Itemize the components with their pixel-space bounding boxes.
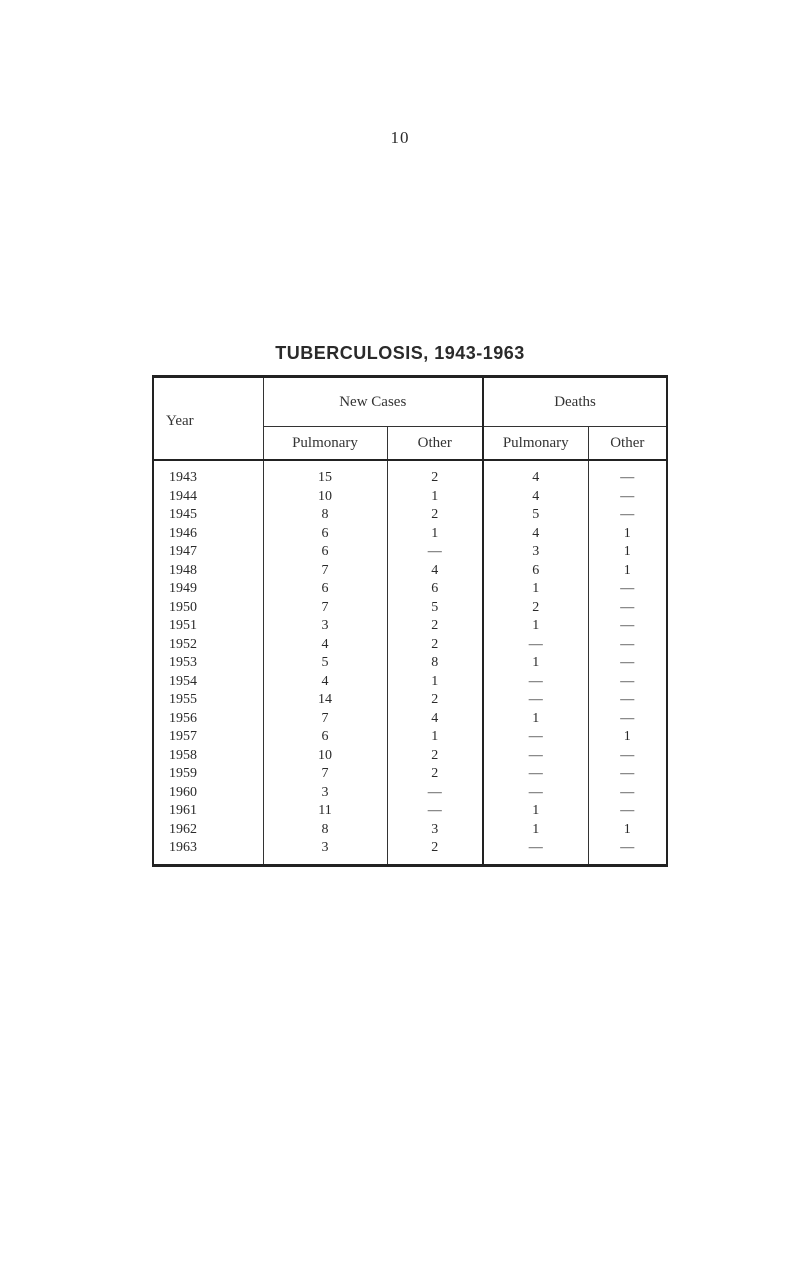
year-cell: 1961 <box>169 803 197 819</box>
table-row <box>153 654 667 673</box>
table-row <box>153 506 667 525</box>
new-other-cell: 3 <box>387 821 483 840</box>
deaths-pulmonary-cell: 1 <box>483 617 588 636</box>
new-other-cell: 1 <box>387 488 483 507</box>
table-row <box>153 636 667 655</box>
page-number: 10 <box>390 128 410 147</box>
new-pulmonary-cell: 14 <box>263 691 387 710</box>
new-other-cell: 4 <box>387 710 483 729</box>
deaths-pulmonary-cell: 4 <box>483 460 588 488</box>
deaths-header: Deaths <box>483 377 667 427</box>
table-row <box>153 821 667 840</box>
new-other-cell: 4 <box>387 562 483 581</box>
deaths-pulmonary-cell: 1 <box>483 654 588 673</box>
new-other-cell: 5 <box>387 599 483 618</box>
year-cell: 1955 <box>169 692 197 708</box>
new-cases-header: New Cases <box>263 377 483 427</box>
deaths-pulmonary-cell: 6 <box>483 562 588 581</box>
year-cell: 1962 <box>169 821 197 837</box>
new-pulmonary-cell: 4 <box>263 673 387 692</box>
deaths-other-cell: — <box>588 765 667 784</box>
new-other-cell: 2 <box>387 636 483 655</box>
deaths-other-cell: — <box>588 636 667 655</box>
deaths-other-cell: — <box>588 802 667 821</box>
table-title: TUBERCULOSIS, 1943-1963 <box>275 343 525 363</box>
deaths-pulmonary-cell: 4 <box>483 488 588 507</box>
deaths-other-cell: — <box>588 784 667 803</box>
year-cell: 1950 <box>169 599 197 615</box>
new-other-cell: 1 <box>387 728 483 747</box>
year-cell: 1951 <box>169 618 197 634</box>
deaths-other-cell: — <box>588 710 667 729</box>
year-cell: 1957 <box>169 729 197 745</box>
table-row <box>153 488 667 507</box>
new-other-cell: 8 <box>387 654 483 673</box>
table-row <box>153 580 667 599</box>
deaths-pulmonary-cell: 1 <box>483 802 588 821</box>
deaths-other-cell: — <box>588 580 667 599</box>
new-pulmonary-cell: 7 <box>263 765 387 784</box>
new-pulmonary-cell: 7 <box>263 710 387 729</box>
tuberculosis-table-container <box>152 375 666 867</box>
table-row <box>153 784 667 803</box>
deaths-other-cell: — <box>588 673 667 692</box>
year-cell: 1946 <box>169 525 197 541</box>
deaths-other-cell: — <box>588 654 667 673</box>
year-cell: 1953 <box>169 655 197 671</box>
new-other-cell: 2 <box>387 839 483 865</box>
new-pulmonary-cell: 3 <box>263 784 387 803</box>
table-row <box>153 599 667 618</box>
deaths-other-cell: 1 <box>588 821 667 840</box>
deaths-other-cell: 1 <box>588 543 667 562</box>
new-other-cell: — <box>387 802 483 821</box>
year-cell: 1959 <box>169 766 197 782</box>
deaths-other-cell: — <box>588 617 667 636</box>
year-cell: 1944 <box>169 488 197 504</box>
new-pulmonary-cell: 7 <box>263 562 387 581</box>
new-pulmonary-cell: 5 <box>263 654 387 673</box>
year-cell: 1960 <box>169 784 197 800</box>
year-cell: 1963 <box>169 840 197 856</box>
new-pulmonary-cell: 10 <box>263 747 387 766</box>
new-cases-pulmonary-header: Pulmonary <box>263 427 387 461</box>
new-other-cell: 2 <box>387 747 483 766</box>
deaths-pulmonary-cell: 3 <box>483 543 588 562</box>
deaths-pulmonary-cell: 1 <box>483 580 588 599</box>
tuberculosis-table <box>152 375 668 867</box>
year-cell: 1945 <box>169 507 197 523</box>
deaths-other-cell: 1 <box>588 562 667 581</box>
year-cell: 1943 <box>169 470 197 486</box>
deaths-other-header: Other <box>588 427 667 461</box>
deaths-other-cell: 1 <box>588 525 667 544</box>
table-row <box>153 728 667 747</box>
table-row <box>153 673 667 692</box>
deaths-pulmonary-cell: — <box>483 691 588 710</box>
new-other-cell: 2 <box>387 506 483 525</box>
year-cell: 1948 <box>169 562 197 578</box>
table-row <box>153 765 667 784</box>
new-pulmonary-cell: 4 <box>263 636 387 655</box>
deaths-other-cell: — <box>588 506 667 525</box>
deaths-pulmonary-cell: 1 <box>483 710 588 729</box>
new-pulmonary-cell: 3 <box>263 617 387 636</box>
deaths-pulmonary-cell: 1 <box>483 821 588 840</box>
table-row <box>153 525 667 544</box>
deaths-pulmonary-cell: — <box>483 839 588 865</box>
new-pulmonary-cell: 7 <box>263 599 387 618</box>
new-pulmonary-cell: 3 <box>263 839 387 865</box>
new-pulmonary-cell: 6 <box>263 525 387 544</box>
table-row <box>153 460 667 488</box>
new-pulmonary-cell: 11 <box>263 802 387 821</box>
table-row <box>153 747 667 766</box>
new-pulmonary-cell: 6 <box>263 728 387 747</box>
deaths-other-cell: — <box>588 691 667 710</box>
new-cases-other-header: Other <box>387 427 483 461</box>
table-row <box>153 617 667 636</box>
new-pulmonary-cell: 8 <box>263 506 387 525</box>
deaths-other-cell: 1 <box>588 728 667 747</box>
table-body <box>153 460 667 865</box>
year-cell: 1947 <box>169 544 197 560</box>
deaths-other-cell: — <box>588 747 667 766</box>
new-pulmonary-cell: 6 <box>263 543 387 562</box>
table-row <box>153 802 667 821</box>
deaths-pulmonary-cell: 4 <box>483 525 588 544</box>
new-pulmonary-cell: 15 <box>263 460 387 488</box>
table-row <box>153 691 667 710</box>
deaths-pulmonary-cell: 5 <box>483 506 588 525</box>
deaths-pulmonary-cell: 2 <box>483 599 588 618</box>
year-cell: 1952 <box>169 636 197 652</box>
new-other-cell: 2 <box>387 460 483 488</box>
table-row <box>153 543 667 562</box>
table-row <box>153 710 667 729</box>
table-row <box>153 839 667 865</box>
year-cell: 1954 <box>169 673 197 689</box>
year-header: Year <box>153 377 263 461</box>
new-pulmonary-cell: 10 <box>263 488 387 507</box>
new-other-cell: 1 <box>387 525 483 544</box>
deaths-pulmonary-cell: — <box>483 765 588 784</box>
new-other-cell: 6 <box>387 580 483 599</box>
deaths-other-cell: — <box>588 488 667 507</box>
year-cell: 1958 <box>169 747 197 763</box>
new-other-cell: 2 <box>387 617 483 636</box>
deaths-pulmonary-cell: — <box>483 784 588 803</box>
deaths-other-cell: — <box>588 460 667 488</box>
new-other-cell: 1 <box>387 673 483 692</box>
new-pulmonary-cell: 8 <box>263 821 387 840</box>
header-row-groups <box>153 377 667 427</box>
new-other-cell: — <box>387 784 483 803</box>
year-cell: 1956 <box>169 710 197 726</box>
deaths-pulmonary-cell: — <box>483 636 588 655</box>
deaths-pulmonary-cell: — <box>483 673 588 692</box>
deaths-pulmonary-cell: — <box>483 747 588 766</box>
deaths-other-cell: — <box>588 839 667 865</box>
year-cell: 1949 <box>169 581 197 597</box>
new-pulmonary-cell: 6 <box>263 580 387 599</box>
deaths-pulmonary-header: Pulmonary <box>483 427 588 461</box>
new-other-cell: — <box>387 543 483 562</box>
deaths-other-cell: — <box>588 599 667 618</box>
new-other-cell: 2 <box>387 765 483 784</box>
deaths-pulmonary-cell: — <box>483 728 588 747</box>
new-other-cell: 2 <box>387 691 483 710</box>
table-header <box>153 377 667 461</box>
table-row <box>153 562 667 581</box>
